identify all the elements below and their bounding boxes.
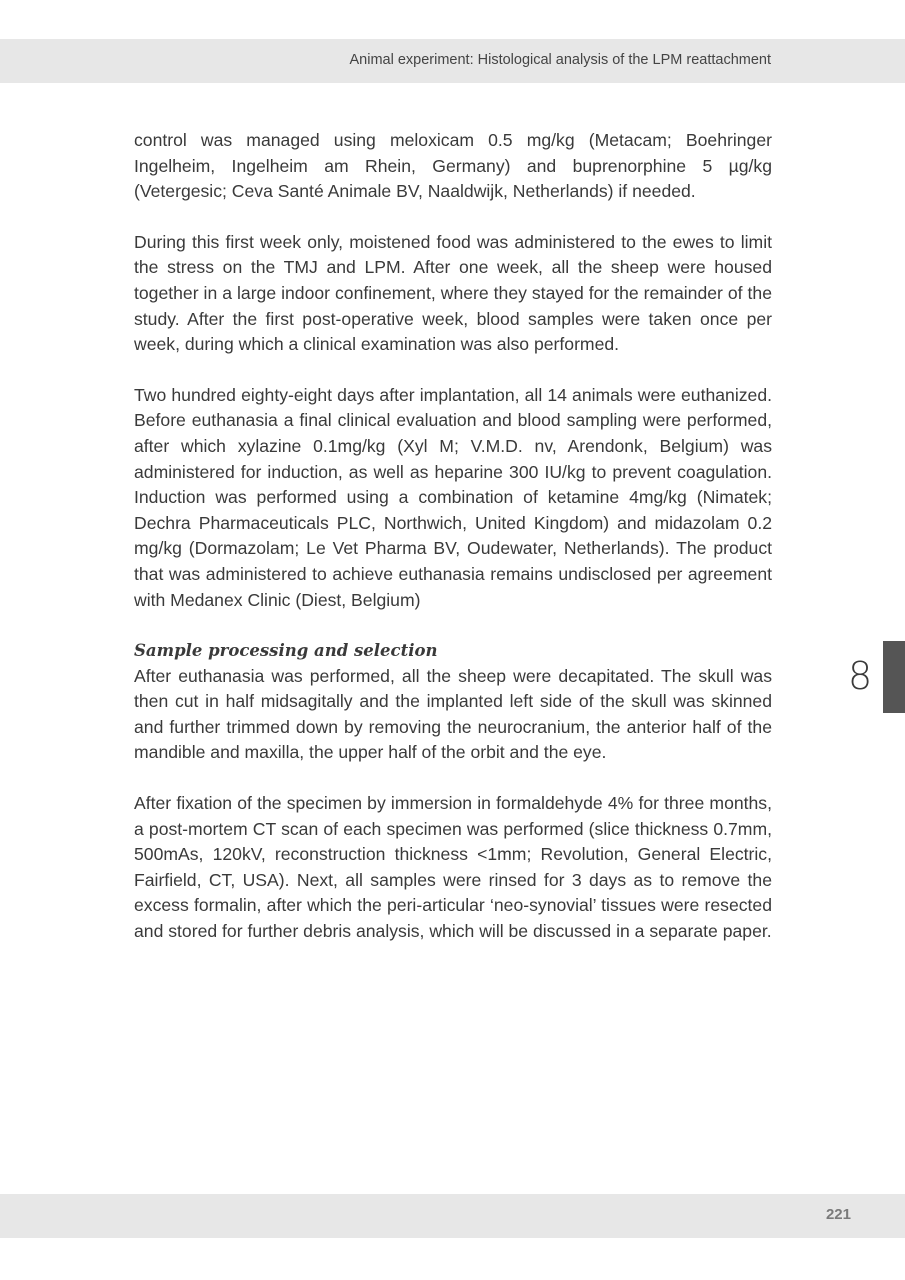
running-header (0, 39, 905, 83)
running-title: Animal experiment: Histological analysis of the LPM reattachment (349, 52, 771, 68)
paragraph-euthanasia: Two hundred eighty-eight days after implantation, all 14 animals were euthanized. Before euthanasia a final clinical evaluation and blood sampling were performed, after which xylazine 0.1mg/kg (Xyl M; V.M.D. nv, Arendonk, Belgium) was administered for induction, as well as heparine 300 IU/kg to prevent coagulation. Induction was performed using a combination of ketamine 4mg/kg (Nimatek; Dechra Pharmaceuticals PLC, Northwich, United Kingdom) and midazolam 0.2 mg/kg (Dormazolam; Le Vet Pharma BV, Oudewater, Netherlands). The product that was administered to achieve euthanasia remains undisclosed per agreement with Medanex Clinic (Diest, Belgium) (134, 384, 772, 610)
paragraph-pain-control: control was managed using meloxicam 0.5 mg/kg (Metacam; Boehringer Ingelheim, Ingelheim am Rhein, Germany) and buprenorphine 5 µg/kg (Vetergesic; Ceva Santé Animale BV, Naaldwijk, Netherlands) if needed. (134, 130, 772, 202)
section-heading: Sample processing and selection (134, 641, 438, 661)
chapter-number: 8 (848, 654, 873, 698)
chapter-tab (883, 641, 905, 713)
page-number: 221 (825, 1206, 851, 1223)
body-text (134, 128, 772, 945)
paragraph-fixation: After fixation of the specimen by immersion in formaldehyde 4% for three months, a post-mortem CT scan of each specimen was performed (slice thickness 0.7mm, 500mAs, 120kV, reconstruction thickness <1mm; Revolution, General Electric, Fairfield, CT, USA). Next, all samples were rinsed for 3 days as to remove the excess formalin, after which the peri-articular ‘neo-synovial’ tissues were resected and stored for further debris analysis, which will be discussed in a separate paper. (134, 793, 772, 942)
paragraph-first-week: During this first week only, moistened food was administered to the ewes to limit the stress on the TMJ and LPM. After one week, all the sheep were housed together in a large indoor confinement, where they stayed for the remainder of the study. After the first post-operative week, blood samples were taken once per week, during which a clinical examination was also performed. (134, 231, 772, 355)
page-footer (0, 1194, 905, 1238)
paragraph-decapitation: After euthanasia was performed, all the sheep were decapitated. The skull was then cut in half midsagitally and the implanted left side of the skull was skinned and further trimmed down by removing the neurocranium, the anterior half of the mandible and maxilla, the upper half of the orbit and the eye. (134, 665, 772, 763)
